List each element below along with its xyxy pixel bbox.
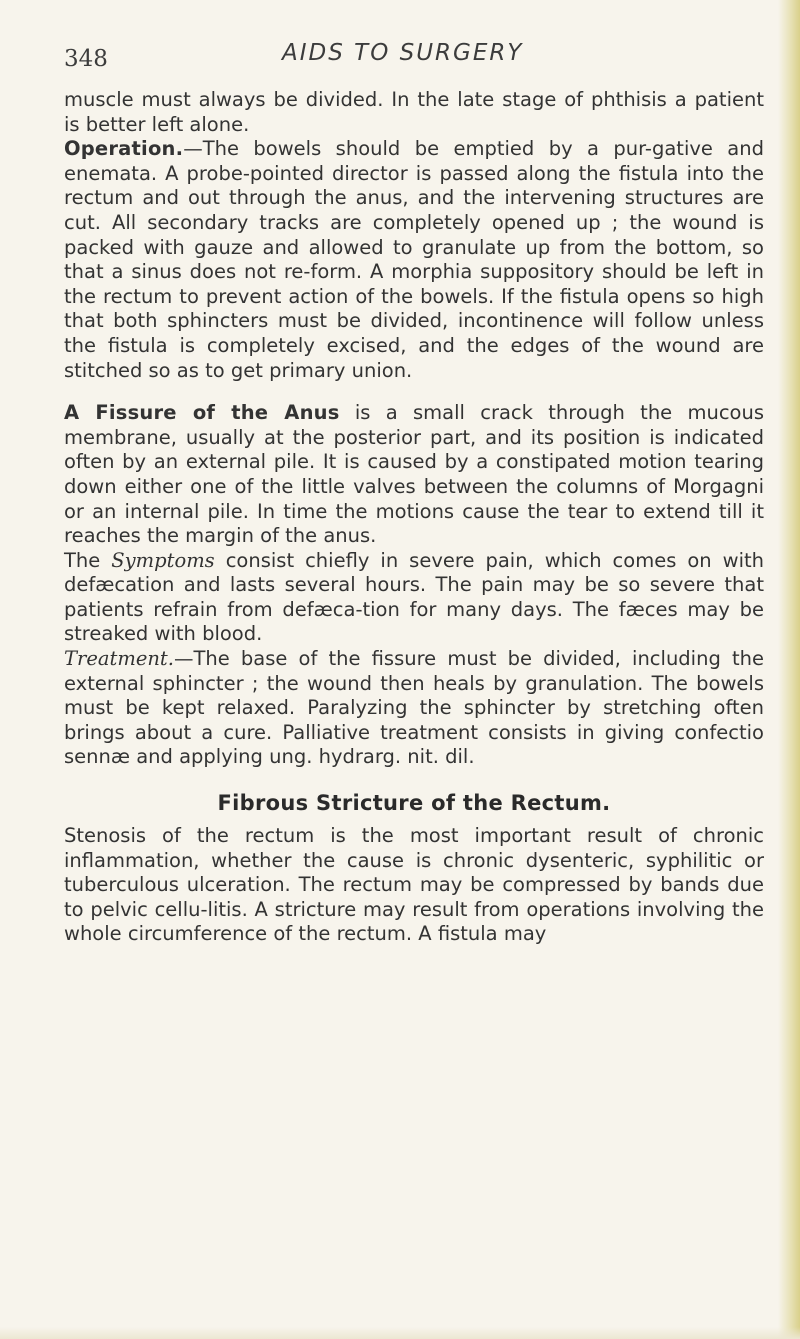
paragraph-text: The	[64, 548, 112, 572]
paragraph-stenosis	[64, 824, 764, 947]
paragraph-fissure	[64, 401, 764, 549]
paragraph-text: is a small crack through the mucous membrane, usually at the posterior part, and its position is indicated often by an external pile. It is caused by a constipated motion tearing down either one of the little valves between the columns of Morgagni or an internal pile. In time the motions cause the tear to extend till it reaches the margin of the anus.	[64, 401, 764, 548]
treatment-heading: Treatment.	[64, 647, 174, 671]
operation-heading: Operation.	[64, 137, 184, 161]
paragraph-text: —The bowels should be emptied by a pur-gative and enemata. A probe-pointed director is passed along the fistula into the rectum and out through the anus, and the intervening structures are cut. All secondary tracks are completely opened up ; the wound is packed with gauze and allowed to granulate up from the bottom, so that a sinus does not re-form. A morphia suppository should be left in the rectum to prevent action of the bowels. If the fistula opens so high that both sphincters must be divided, incontinence will follow unless the fistula is completely excised, and the edges of the wound are stitched so as to get primary union.	[64, 137, 764, 382]
paragraph-symptoms	[64, 549, 764, 647]
spacer	[64, 816, 764, 824]
paragraph-continuation	[64, 88, 764, 137]
spacer	[64, 770, 764, 790]
paragraph-text: muscle must always be divided. In the late stage of phthisis a patient is better left alone.	[64, 88, 764, 136]
page-number: 348	[64, 46, 108, 72]
paragraph-text: consist chiefly in severe pain, which comes on with defæcation and lasts several hours. The pain may be so severe that patients refrain from defæca-tion for many days. The fæces may be streaked with blood.	[64, 548, 764, 646]
paragraph-text: —The base of the fissure must be divided, including the external sphincter ; the wound then heals by granulation. The bowels must be kept relaxed. Paralyzing the sphincter by stretching often brings about a cure. Palliative treatment consists in giving confectio sennæ and applying ung. hydrarg. nit. dil.	[64, 647, 764, 769]
spacer	[64, 383, 764, 401]
page-bottom-shadow	[0, 1327, 800, 1339]
paragraph-text: Stenosis of the rectum is the most important result of chronic inflammation, whether the cause is chronic dysenteric, syphilitic or tuberculous ulceration. The rectum may be compressed by bands due to pelvic cellu-litis. A stricture may result from operations involving the whole circumference of the rectum. A fistula may	[64, 824, 764, 946]
fissure-heading: A Fissure of the Anus	[64, 401, 340, 425]
section-heading: Fibrous Stricture of the Rectum.	[217, 791, 611, 816]
page-edge-shadow	[778, 0, 800, 1339]
running-title: AIDS TO SURGERY	[282, 40, 524, 66]
running-head	[64, 40, 754, 74]
symptoms-heading: Symptoms	[111, 548, 215, 572]
paragraph-treatment	[64, 647, 764, 770]
paragraph-operation	[64, 137, 764, 383]
body-text	[64, 88, 764, 947]
